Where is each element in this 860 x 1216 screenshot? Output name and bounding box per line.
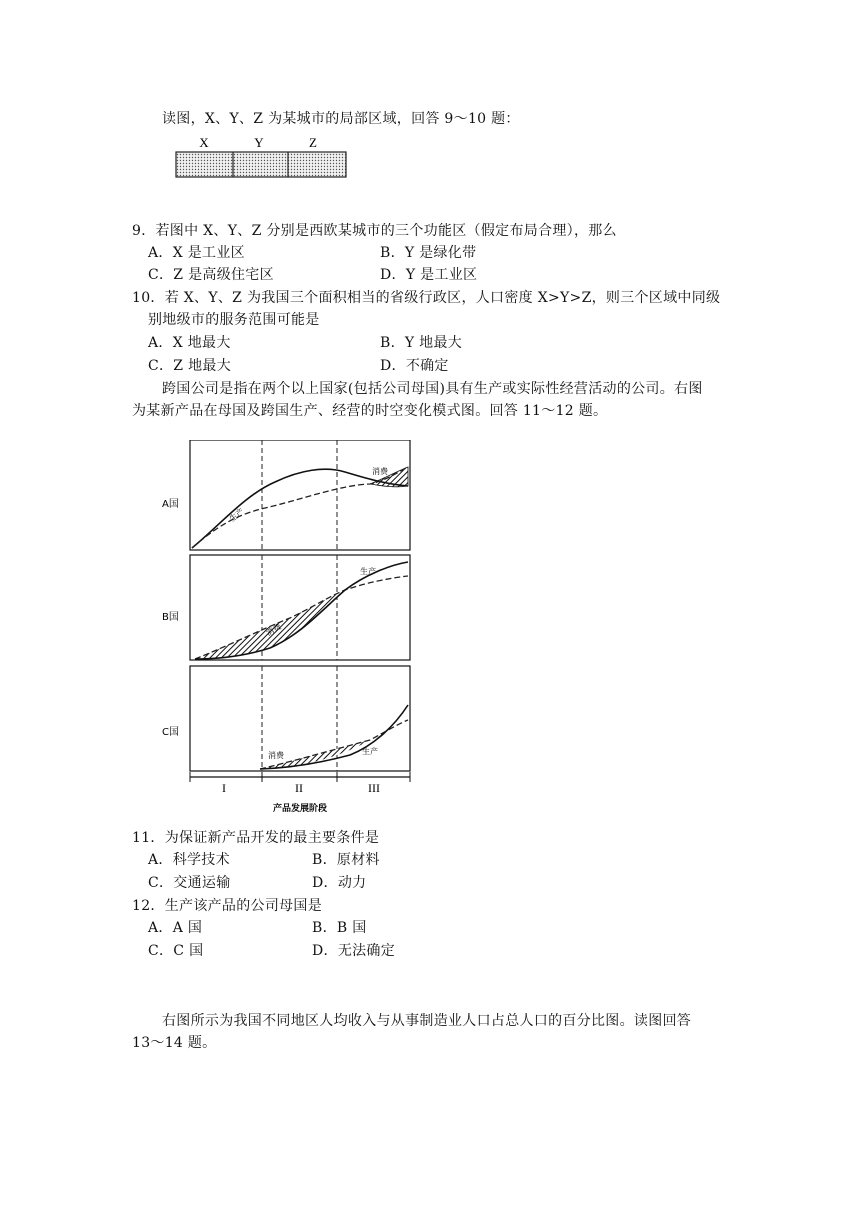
panel-c-produce-label: 生产 [362, 747, 378, 756]
intro-13-14-line1: 右图所示为我国不同地区人均收入与从事制造业人口占总人口的百分比图。读图回答 [162, 1013, 692, 1029]
label-y: Y [254, 135, 264, 150]
panel-b-label: B国 [162, 612, 179, 623]
intro-13-14-line2: 13～14 题。 [132, 1035, 217, 1051]
panel-c-label: C国 [162, 727, 179, 738]
q9-option-d: D．Y 是工业区 [380, 267, 478, 283]
panel-b-consume-label: 消费 [264, 621, 283, 638]
panel-a-country [162, 440, 410, 550]
intro-9-10: 读图，X、Y、Z 为某城市的局部区域，回答 9～10 题： [162, 111, 520, 127]
panel-a-consume-label: 消费 [372, 467, 388, 476]
panel-c-country [162, 666, 410, 771]
q11-option-a: A．科学技术 [148, 852, 230, 868]
q12-option-b: B．B 国 [312, 920, 367, 936]
panel-b-country [162, 555, 410, 660]
q11-option-c: C．交通运输 [148, 875, 231, 891]
panel-a-label: A国 [162, 499, 179, 510]
product-stage-chart [150, 440, 430, 820]
xyz-region-figure [170, 132, 352, 182]
panel-a-produce-label: 生产 [227, 506, 246, 524]
q9-option-c: C．Z 是高级住宅区 [148, 267, 274, 283]
q10-option-c: C．Z 地最大 [148, 358, 231, 374]
intro-11-12-line2: 为某新产品在母国及跨国生产、经营的时空变化模式图。回答 11～12 题。 [132, 403, 608, 419]
intro-11-12-line1: 跨国公司是指在两个以上国家(包括公司母国)具有生产或实际性经营活动的公司。右图 [162, 381, 703, 397]
q12-option-d: D．无法确定 [312, 943, 396, 959]
q10-option-b: B．Y 地最大 [380, 335, 463, 351]
label-z: Z [309, 135, 317, 150]
stage-label-3: III [368, 781, 380, 795]
q12-option-c: C．C 国 [148, 943, 204, 959]
panel-c-consume-label: 消费 [268, 751, 284, 760]
stage-label-1: I [222, 781, 226, 795]
stage-label-2: II [295, 781, 303, 795]
q12-option-a: A．A 国 [148, 920, 203, 936]
q10-option-a: A．X 地最大 [148, 335, 231, 351]
q10-option-d: D．不确定 [380, 358, 449, 374]
chart-xlabel: 产品发展阶段 [272, 804, 328, 814]
q11-option-b: B．原材料 [312, 852, 380, 868]
q11-stem: 11．为保证新产品开发的最主要条件是 [132, 830, 380, 846]
q11-option-d: D．动力 [312, 875, 367, 891]
q10-stem-line2: 别地级市的服务范围可能是 [148, 312, 320, 328]
q9-option-a: A．X 是工业区 [148, 245, 245, 261]
q9-option-b: B．Y 是绿化带 [380, 245, 477, 261]
label-x: X [199, 135, 209, 150]
q9-stem: 9．若图中 X、Y、Z 分别是西欧某城市的三个功能区（假定布局合理），那么 [132, 223, 617, 239]
q12-stem: 12．生产该产品的公司母国是 [132, 898, 323, 914]
q10-stem-line1: 10．若 X、Y、Z 为我国三个面积相当的省级行政区，人口密度 X>Y>Z，则三个区域中同级 [132, 290, 721, 306]
panel-b-produce-label: 生产 [360, 567, 376, 576]
